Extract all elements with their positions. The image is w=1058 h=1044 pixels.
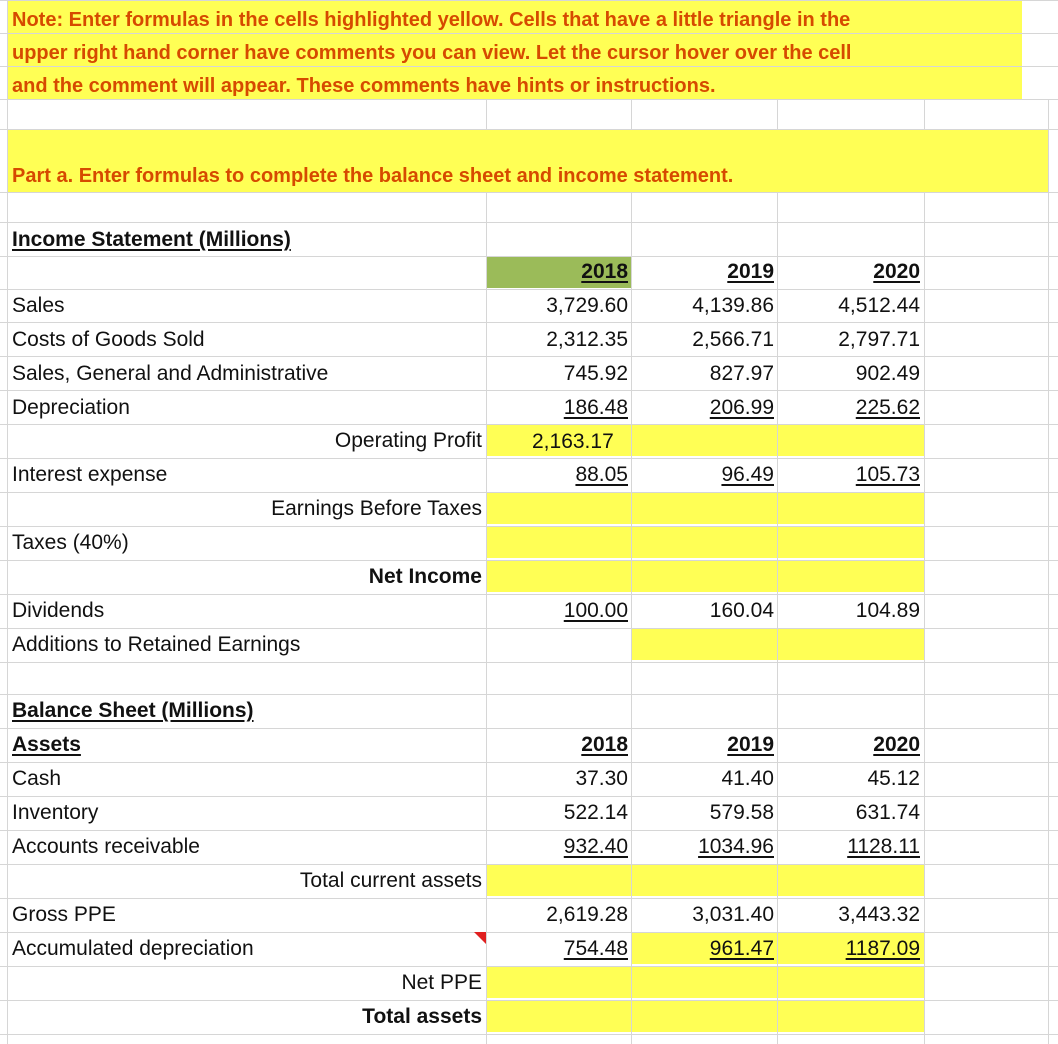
additions-re-cells[interactable] — [632, 628, 925, 660]
net-ppe-cells[interactable] — [487, 966, 925, 998]
sga-2019[interactable]: 827.97 — [709, 362, 774, 385]
depreciation-label: Depreciation — [12, 396, 130, 419]
comment-indicator-icon[interactable] — [474, 932, 486, 944]
interest-2018[interactable]: 88.05 — [575, 463, 628, 486]
taxes-label: Taxes (40%) — [12, 531, 129, 554]
sales-2018[interactable]: 3,729.60 — [546, 294, 628, 317]
cogs-2020[interactable]: 2,797.71 — [838, 328, 920, 351]
gross-ppe-2018[interactable]: 2,619.28 — [546, 903, 628, 926]
ar-2019[interactable]: 1034.96 — [698, 835, 774, 858]
taxes-cells[interactable] — [487, 526, 925, 558]
cogs-2019[interactable]: 2,566.71 — [692, 328, 774, 351]
bs-year-2019[interactable]: 2019 — [727, 733, 774, 756]
acc-dep-label: Accumulated depreciation — [12, 937, 254, 960]
ebt-cells[interactable] — [487, 492, 925, 524]
depreciation-2020[interactable]: 225.62 — [855, 396, 920, 419]
note-line-2: upper right hand corner have comments you can view. Let the cursor hover over the cell — [12, 42, 852, 64]
is-year-2019[interactable]: 2019 — [727, 260, 774, 283]
assets-heading: Assets — [12, 733, 81, 756]
cash-2018[interactable]: 37.30 — [575, 767, 628, 790]
total-assets-cells[interactable] — [487, 1000, 925, 1032]
ebt-label: Earnings Before Taxes — [271, 497, 482, 520]
cash-label: Cash — [12, 767, 62, 790]
sales-2020[interactable]: 4,512.44 — [838, 294, 920, 317]
is-year-2018[interactable]: 2018 — [581, 260, 628, 283]
ar-2020[interactable]: 1128.11 — [847, 835, 920, 858]
interest-2019[interactable]: 96.49 — [721, 463, 774, 486]
interest-2020[interactable]: 105.73 — [855, 463, 920, 486]
sales-2019[interactable]: 4,139.86 — [692, 294, 774, 317]
note-line-1: Note: Enter formulas in the cells highlighted yellow. Cells that have a little triangle in the — [12, 9, 851, 31]
dividends-2020[interactable]: 104.89 — [855, 599, 920, 622]
dividends-2018[interactable]: 100.00 — [563, 599, 628, 622]
dividends-2019[interactable]: 160.04 — [709, 599, 774, 622]
acc-dep-2019[interactable]: 961.47 — [709, 937, 774, 960]
gross-ppe-label: Gross PPE — [12, 903, 116, 926]
inventory-2019[interactable]: 579.58 — [709, 801, 774, 824]
gross-ppe-2019[interactable]: 3,031.40 — [692, 903, 774, 926]
cash-2019[interactable]: 41.40 — [721, 767, 774, 790]
operating-profit-label: Operating Profit — [334, 429, 482, 452]
sga-2018[interactable]: 745.92 — [563, 362, 628, 385]
cogs-2018[interactable]: 2,312.35 — [546, 328, 628, 351]
inventory-2018[interactable]: 522.14 — [563, 801, 628, 824]
net-income-cells[interactable] — [487, 560, 925, 592]
note-line-3: and the comment will appear. These comments have hints or instructions. — [12, 75, 716, 97]
operating-profit-2018[interactable]: 2,163.17 — [532, 430, 614, 453]
sga-2020[interactable]: 902.49 — [855, 362, 920, 385]
ar-2018[interactable]: 932.40 — [563, 835, 628, 858]
tca-label: Total current assets — [299, 869, 482, 892]
balance-sheet-title: Balance Sheet (Millions) — [12, 699, 254, 722]
income-statement-title: Income Statement (Millions) — [12, 228, 291, 251]
part-a-instruction: Part a. Enter formulas to complete the balance sheet and income statement. — [12, 165, 734, 187]
bs-year-2020[interactable]: 2020 — [873, 733, 920, 756]
tca-cells[interactable] — [487, 864, 925, 896]
gross-ppe-2020[interactable]: 3,443.32 — [838, 903, 920, 926]
cogs-label: Costs of Goods Sold — [12, 328, 205, 351]
cash-2020[interactable]: 45.12 — [867, 767, 920, 790]
ar-label: Accounts receivable — [12, 835, 200, 858]
depreciation-2019[interactable]: 206.99 — [709, 396, 774, 419]
additions-re-label: Additions to Retained Earnings — [12, 633, 301, 656]
net-income-label: Net Income — [368, 565, 482, 588]
instructions-note — [12, 4, 1052, 103]
bs-year-2018[interactable]: 2018 — [581, 733, 628, 756]
sales-label: Sales — [12, 294, 65, 317]
total-assets-label: Total assets — [362, 1005, 482, 1028]
dividends-label: Dividends — [12, 599, 105, 622]
inventory-2020[interactable]: 631.74 — [855, 801, 920, 824]
depreciation-2018[interactable]: 186.48 — [563, 396, 628, 419]
interest-label: Interest expense — [12, 463, 168, 486]
net-ppe-label: Net PPE — [401, 971, 482, 994]
inventory-label: Inventory — [12, 801, 99, 824]
is-year-2020[interactable]: 2020 — [873, 260, 920, 283]
acc-dep-2018[interactable]: 754.48 — [563, 937, 628, 960]
sga-label: Sales, General and Administrative — [12, 362, 329, 385]
acc-dep-2020[interactable]: 1187.09 — [845, 937, 920, 960]
